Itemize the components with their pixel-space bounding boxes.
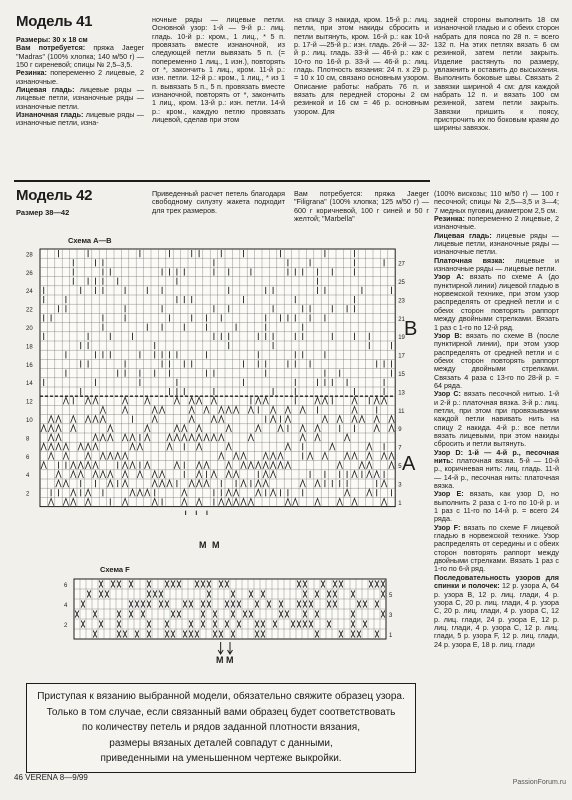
row-number-left: 28 xyxy=(26,252,33,259)
paragraph-lead: Платочная вязка: xyxy=(434,255,505,265)
repeat-arrow xyxy=(228,642,233,654)
paragraph-text: вязать по схеме А (до пунктирной линии) лицевой гладью в норвежской технике, при этом узор распределять от средней петли и с обеих сторон повторять раппорт между двойными стрелками. Вязать 1 раз с 1-го по 12-й ряд. xyxy=(434,272,559,332)
center-mark-f-1: M xyxy=(216,655,224,665)
notice-line: приведенными на уменьшенном чертеже выкройки. xyxy=(100,753,342,764)
paragraph-lead: Размеры: 30 х 18 см xyxy=(16,35,88,44)
row-number-left: 20 xyxy=(26,325,33,332)
paragraph xyxy=(16,44,144,69)
row-number-left: 4 xyxy=(26,473,30,480)
section-divider xyxy=(14,180,430,182)
row-number-left: 6 xyxy=(26,454,30,461)
row-number-right: 3 xyxy=(398,482,402,489)
paragraph xyxy=(434,273,559,331)
row-number-right: 23 xyxy=(398,298,405,305)
paragraph xyxy=(16,111,144,128)
paragraph-text: вязать, как узор D, но выполнить 2 раза с 1-го по 10-й р. и 1 раз с 11-го по 14-й р. = всего 24 ряда. xyxy=(434,489,559,524)
paragraph-lead: Узор В: xyxy=(434,330,462,340)
row-number-right: 15 xyxy=(398,371,405,378)
paragraph xyxy=(434,332,559,390)
paragraph xyxy=(434,524,559,574)
notice-line: по количеству петель и рядов заданной плотности вязания, xyxy=(82,722,360,733)
model-42-title: Модель 42 xyxy=(16,187,93,204)
paragraph-text: вязать песочной нитью. 1-й и 2-й р.: платочная вязка. 3-й р.: лиц. петли, при этом при провязывании каждой петли навивать нить на спицу 2 накида. 4-й р.: все петли вязать лицевыми, при этом накиды сбросить и петли вытянуть. xyxy=(434,389,559,449)
row-number-right: 17 xyxy=(398,353,405,360)
repeat-arrow xyxy=(204,511,209,515)
center-mark-ab-1: M xyxy=(199,540,207,550)
row-number-left: 4 xyxy=(64,603,68,609)
paragraph-text: вязать по схеме F лицевой гладью в норвежской технике. Узор распределять от середины и с обеих сторон повторять раппорт между двойными стрелками. Вязать 1 раз с 1-го по 6-й ряд. xyxy=(434,522,559,574)
paragraph-text: лицевые ряды — лицевые петли, изнаночные ряды — изнаночные петли. xyxy=(16,85,144,111)
paragraph xyxy=(434,232,559,257)
paragraph-lead: Лицевая гладь: xyxy=(16,85,75,95)
repeat-arrow xyxy=(194,511,199,515)
paragraph-lead: Узор С: xyxy=(434,389,461,399)
center-mark-ab-2: M xyxy=(212,540,220,550)
row-number-left: 2 xyxy=(64,623,68,629)
row-number-left: 22 xyxy=(26,307,33,314)
row-number-left: 12 xyxy=(26,399,33,406)
notice-line: Только в том случае, если связанный вами образец будет соответствовать xyxy=(46,706,396,718)
row-number-right: 5 xyxy=(398,463,402,470)
model-41-column-1 xyxy=(16,36,144,128)
row-number-left: 2 xyxy=(26,491,30,498)
scheme-b-letter: B xyxy=(404,318,418,340)
paragraph xyxy=(434,390,559,448)
paragraph-text: вязать по схеме В (после пунктирной линии), при этом узор распределять от средней петли и с обеих сторон повторять раппорт между двойными стрелками. Связать 4 раза с 13-го по 28-й р. = 64 ряда. xyxy=(434,330,559,390)
row-number-left: 6 xyxy=(64,583,68,589)
row-number-right: 5 xyxy=(389,593,393,599)
row-number-right: 1 xyxy=(398,500,402,507)
paragraph-lead: Узор D: 1-й — 4-й р., песочная нить: xyxy=(434,447,559,465)
row-number-right: 19 xyxy=(398,335,405,342)
paragraph xyxy=(434,574,559,649)
row-number-left: 8 xyxy=(26,436,30,443)
notice-line: размеры вязаных деталей совпадут с данными, xyxy=(109,737,333,749)
row-number-left: 18 xyxy=(26,344,33,351)
paragraph xyxy=(434,190,559,215)
row-number-right: 13 xyxy=(398,390,405,397)
row-number-left: 14 xyxy=(26,381,33,388)
model-42-right-column xyxy=(434,190,559,649)
notice-box xyxy=(26,683,416,773)
repeat-arrow xyxy=(218,642,223,654)
paragraph-text: попеременно 2 лицевые, 2 изнаночные. xyxy=(16,68,144,86)
row-number-left: 24 xyxy=(26,289,33,296)
model-42-intro: Приведенный расчет петель благодаря свободному силуэту жакета подходит для трех размеров. xyxy=(152,189,285,215)
paragraph-text: платочная вязка. 5-й — 10-й р., коричневая нить: лиц. гладь. 11-й — 14-й р., песочная нить: платочная вязка. xyxy=(434,456,559,491)
model-41-column-2: ночные ряды — лицевые петли. Основной узор: 1-й — 9-й р.: лиц. гладь. 10-й р.: кром., 1 лиц., * 5 п. провязать вместе изнаночной, из следующей петли вывязать 5 п. (= попеременно 1 лиц., 1 изн.), повторять от *, закончить 1 лиц., кром. 11-й р.: изн. петли. 12-й р.: кром., 1 лиц., * из 1 п. вывязать 5 п., 5 п. провязать вместе изнаночной, повторять от *, закончить 1 лиц., кром. 13-й р.: изн. петли. 14-й р.: кром., каждую петлю провязать лицевой, сделав при этом xyxy=(152,15,285,125)
row-number-right: 21 xyxy=(398,316,405,323)
row-number-right: 1 xyxy=(389,633,393,639)
paragraph xyxy=(16,86,144,111)
row-number-right: 27 xyxy=(398,261,405,268)
model-41-column-4: задней стороны выполнить 18 см изнаночной гладью и с обеих сторон набрать для пояса по 28 п. = всего 132 п. На этих петлях вязать 6 см резинкой, затем петли закрыть. Изделие растянуть по размеру, увлажнить и оставить до высыхания. Выполнить боковые швы. Связать 2 завязки шириной 4 см: для каждой набрать 12 п. и вязать 100 см резинкой, затем петли закрыть. Завязки пришить к поясу, пристрочить их по боковым краям до ширины завязок. xyxy=(434,15,559,133)
paragraph-lead: Последовательность узоров для спинки и полочек: xyxy=(434,572,559,591)
paragraph-text: лицевые ряды — лицевые петли, изнаночные ряды — изнаночные петли. xyxy=(434,230,559,257)
scheme-a-letter: A xyxy=(402,453,416,475)
row-number-right: 11 xyxy=(398,408,405,415)
repeat-arrow xyxy=(183,511,188,515)
row-number-right: 25 xyxy=(398,279,405,286)
paragraph-text: лицевые ряды — изнаночные петли, изна- xyxy=(16,110,144,128)
row-number-right: 3 xyxy=(389,613,393,619)
scheme-f-chart xyxy=(60,573,420,663)
paragraph xyxy=(434,490,559,523)
row-number-right: 7 xyxy=(398,445,402,452)
scheme-ab-chart xyxy=(24,245,424,515)
row-number-left: 16 xyxy=(26,362,33,369)
paragraph-text: попеременно 2 лицевые, 2 изнаночные. xyxy=(434,214,559,232)
paragraph-lead: Резинка: xyxy=(16,68,47,78)
paragraph-text: пряжа Jaeger "Madras" (100% хлопка; 140 м/50 г) — 150 г сиреневой; спицы № 2,5–3,5. xyxy=(16,43,145,70)
paragraph xyxy=(434,449,559,491)
paragraph-text: (100% вискозы; 110 м/50 г) — 100 г песочной; спицы № 2,5—3,5 и 3—4; 7 медных пуговиц диаметром 2,5 см. xyxy=(434,189,559,215)
notice-line: Приступая к вязанию выбранной модели, обязательно свяжите образец узора. xyxy=(37,691,405,702)
paragraph-text: 12 р. узора А, 64 р. узора В, 12 р. лиц. глади, 4 р. узора С, 20 р. лиц. глади, 4 р. узора С, 20 р. лиц. глади, 4 р. узора С, 12 р. лиц. глади, 24 р. узора Е, 12 р. лиц. глади, 4 р. узора С, 12 р. лиц. глади, 5 р. узора F, 12 р. лиц. глади, 24 р. узора Е, 18 р. лиц. глади xyxy=(434,581,559,649)
model-41-title: Модель 41 xyxy=(16,13,93,30)
model-42-size: Размер 38—42 xyxy=(16,208,70,217)
watermark: PassionForum.ru xyxy=(512,779,566,786)
scheme-ab-label: Схема А—В xyxy=(68,236,112,245)
paragraph-lead: Узор F: xyxy=(434,522,461,532)
paragraph xyxy=(434,257,559,274)
paragraph xyxy=(16,69,144,86)
page-footer: 46 VERENA 8—9/99 xyxy=(14,773,88,782)
paragraph xyxy=(434,215,559,232)
paragraph-lead: Лицевая гладь: xyxy=(434,230,492,240)
model-42-materials: Вам потребуется: пряжа Jaeger "Filigrana" (100% хлопка; 125 м/50 г) — 600 г коричневой, 100 г синей и 50 г желтой; "Marbella" xyxy=(294,189,429,224)
paragraph-lead: Вам потребуется: xyxy=(16,43,86,53)
paragraph-lead: Резинка: xyxy=(434,214,465,224)
scheme-f-label: Схема F xyxy=(100,565,130,574)
paragraph-lead: Узор Е: xyxy=(434,489,464,499)
row-number-right: 9 xyxy=(398,427,402,434)
paragraph-text: лицевые и изнаночные ряды — лицевые петли. xyxy=(434,255,559,274)
center-mark-f-2: M xyxy=(226,655,234,665)
model-41-column-3: на спицу 3 накида, кром. 15-й р.: лиц. петли, при этом накиды сбросить и петли вытянуть, кром. 16-й р.: как 10-й р. 17-й —25-й р.: изн. гладь. 26-й — 32-й р.: лиц. гладь. 33-й — 46-й р.: как с 10-го по 16-й р. 33-й — 46-й р.: лиц. гладь. Плотность вязания: 24 п. х 29 р. = 10 х 10 см, связано основным узором. Описание работы: набрать 76 п. и вязать для передней стороны 2 см резинкой и 16 см = 46 р. основным узором. Для xyxy=(294,15,429,116)
row-number-left: 26 xyxy=(26,270,33,277)
row-number-left: 10 xyxy=(26,417,33,424)
paragraph-lead: Узор А: xyxy=(434,272,464,282)
paragraph-lead: Изнаночная гладь: xyxy=(16,110,84,120)
